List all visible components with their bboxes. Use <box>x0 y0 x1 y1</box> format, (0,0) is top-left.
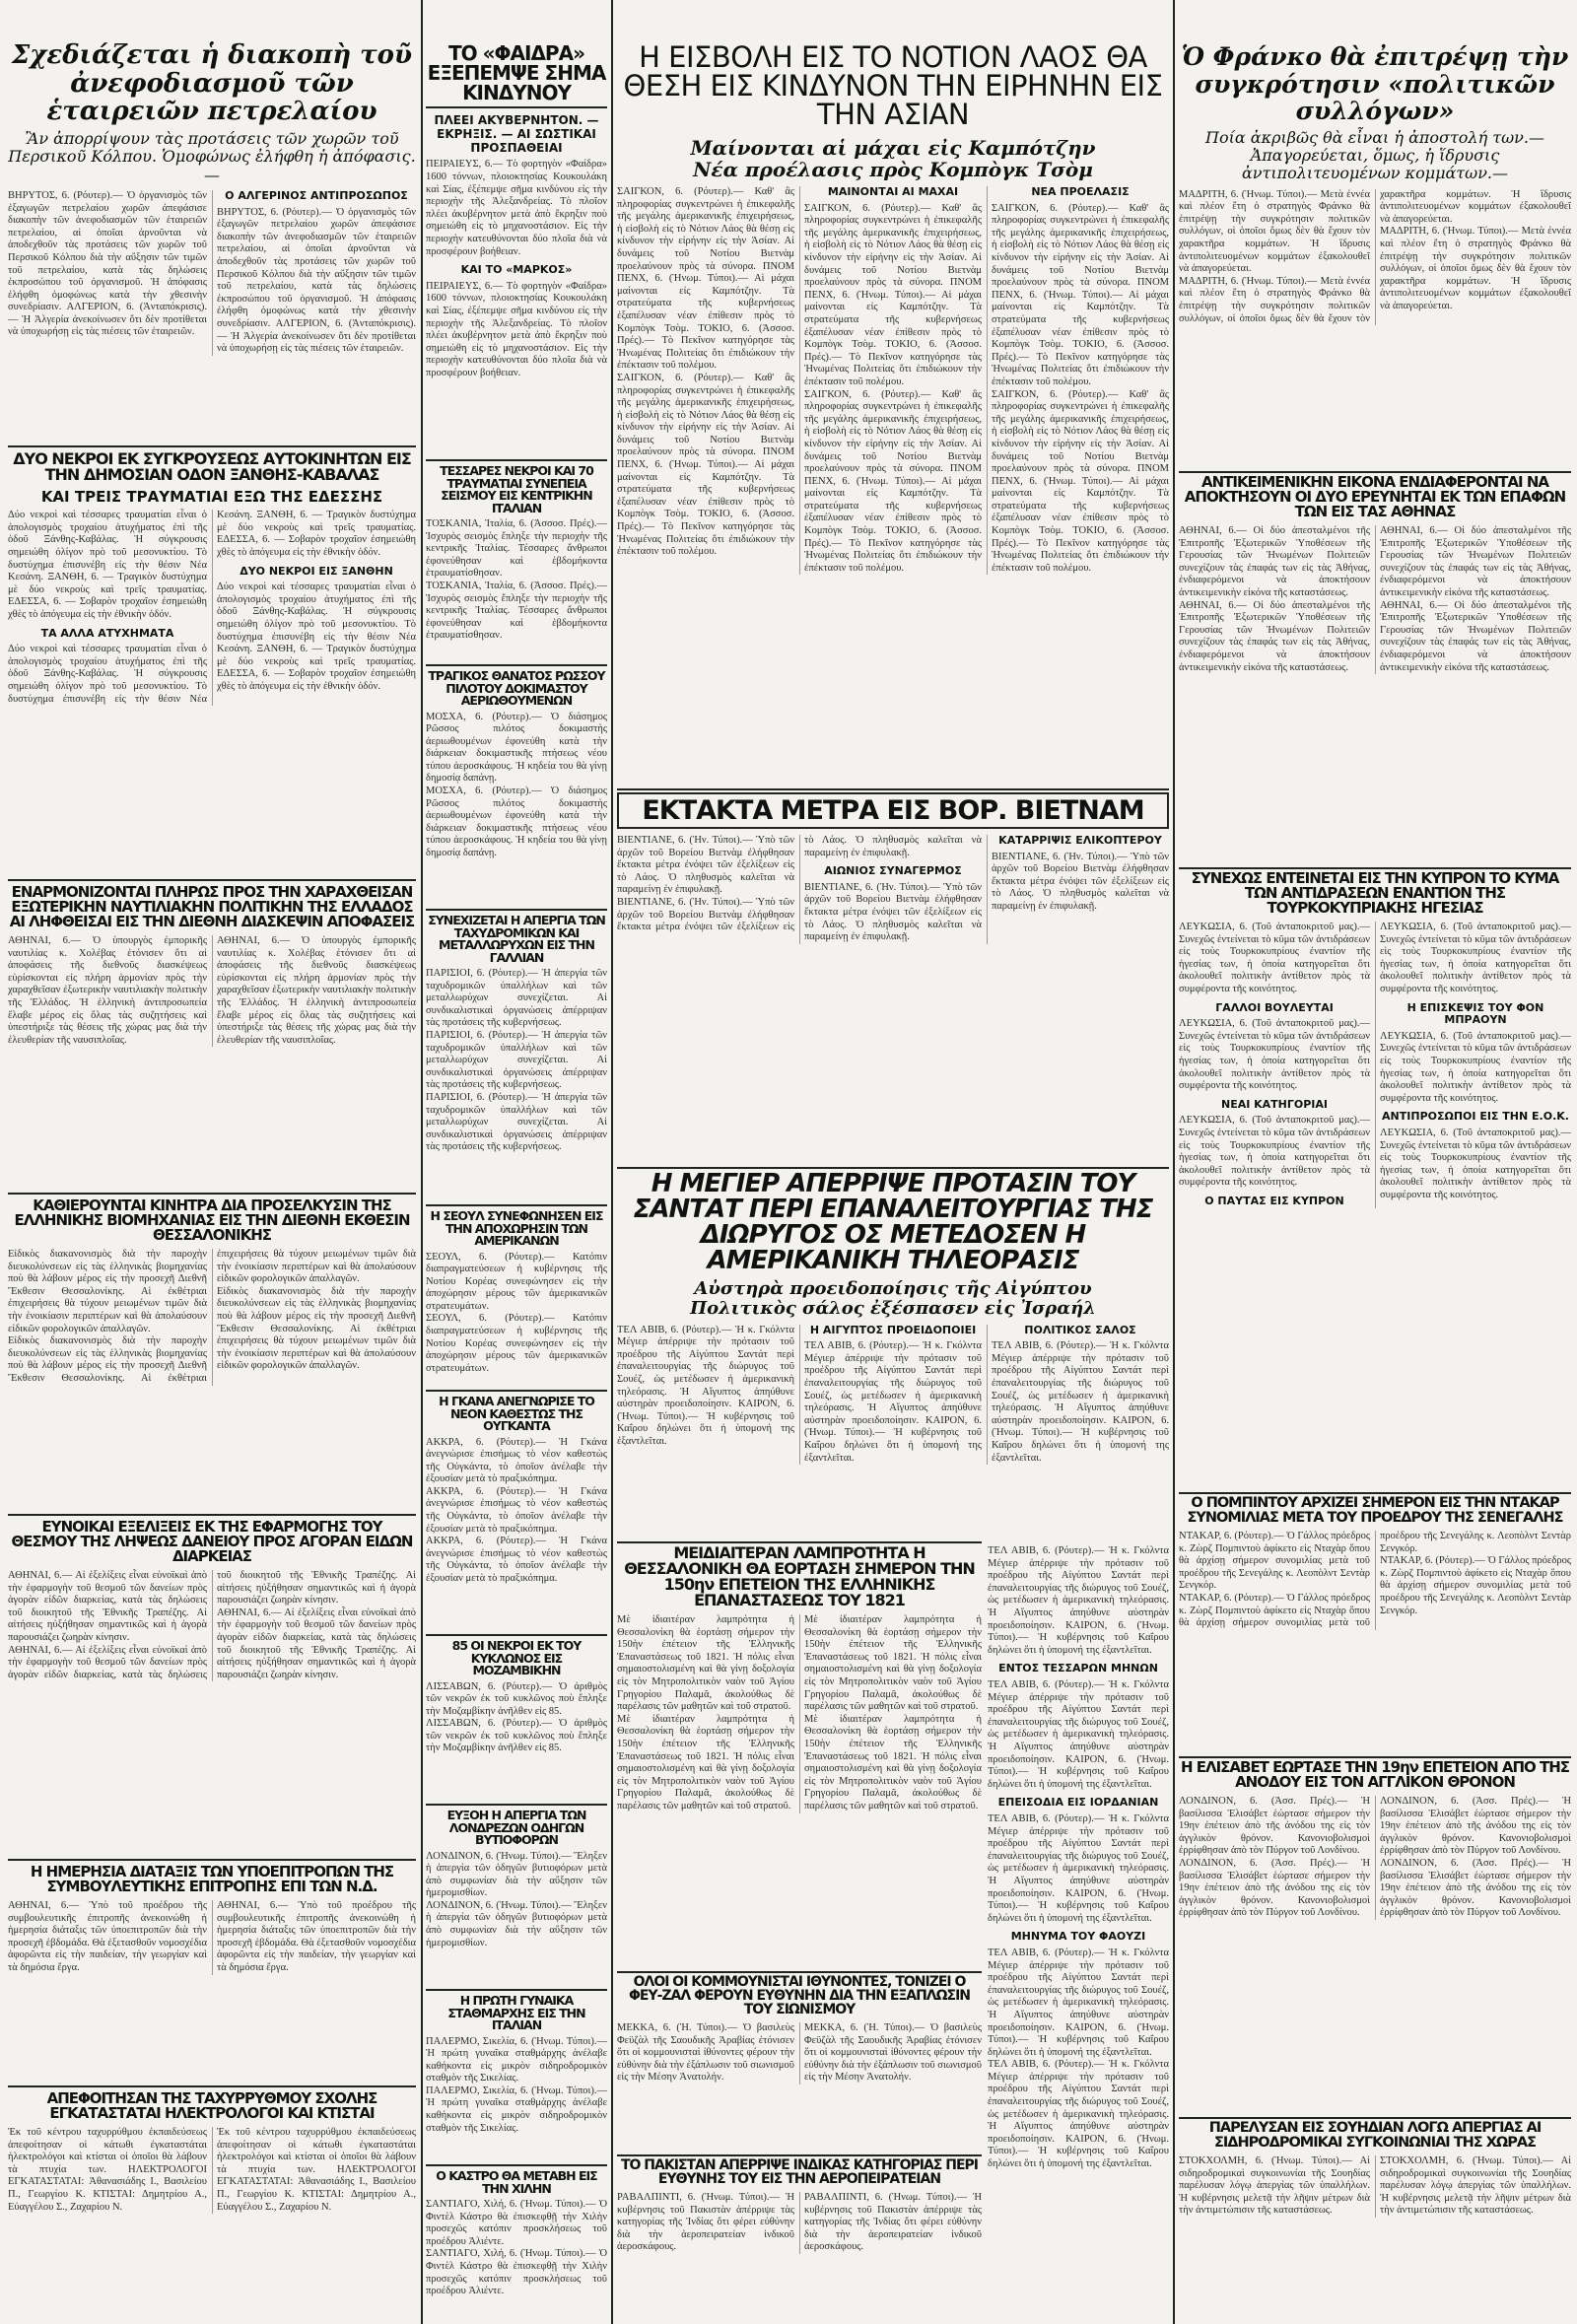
article-body: ΠΑΛΕΡΜΟ, Σικελία, 6. (Ἡνωμ. Τύποι).— Ἡ πρώτη γυναῖκα σταθμάρχης ἀνέλαβε καθήκοντα εἰς μικρὸν σιδηροδρομικὸν σταθμὸν τῆς Σικελίας. <box>426 2035 607 2085</box>
article-body: ΛΟΝΔΙΝΟΝ, 6. (Ἡνωμ. Τύποι).— Ἔληξεν ἡ ἀπεργία τῶν ὁδηγῶν βυτιοφόρων μετὰ ἀπὸ συμφωνίαν διὰ τὴν αὔξησιν τῶν ἡμερομισθίων. <box>426 1850 607 1899</box>
article-investigators <box>1179 475 1571 863</box>
article-strike-france <box>426 915 607 1202</box>
headline: ΑΝΤΙΚΕΙΜΕΝΙΚΗΝ ΕΙΚΟΝΑ ΕΝΔΙΑΦΕΡΟΝΤΑΙ ΝΑ ΑΠΟΚΤΗΣΟΥΝ ΟΙ ΔΥΟ ΕΡΕΥΝΗΤΑΙ ΕΚ ΤΩΝ ΕΠΑΦΩΝ ΤΩΝ ΕΙΣ ΤΑΣ ΑΘΗΝΑΣ <box>1184 475 1566 520</box>
article-graduates <box>8 2091 416 2324</box>
article-body: ΛΕΥΚΩΣΙΑ, 6. (Τοῦ ἀνταποκριτοῦ μας).— Συνεχῶς ἐντείνεται τὸ κῦμα τῶν ἀντιδράσεων εἰς τοὺς Τουρκοκυπρίους ἐναντίον τῆς ἡγεσίας των, ἡ ὁποία κατηγορεῖται ὅτι ἀκολουθεῖ πολιτικὴν ἀντίθετον πρὸς τὰ συμφέροντα τῆς κοινότητος. <box>1179 1018 1370 1092</box>
article-body: ΠΑΡΙΣΙΟΙ, 6. (Ρόυτερ).— Ἡ ἀπεργία τῶν ταχυδρομικῶν ὑπαλλήλων καὶ τῶν μεταλλωρύχων συνεχίζεται. Αἱ συνδικαλιστικαὶ ὀργανώσεις ἀπέρριψαν τὰς προτάσεις τῆς κυβερνήσεως. <box>426 1029 607 1091</box>
subheading: Ο ΑΛΓΕΡΙΝΟΣ ΑΝΤΙΠΡΟΣΩΠΟΣ <box>225 188 408 202</box>
article-body: ΠΑΡΙΣΙΟΙ, 6. (Ρόυτερ).— Ἡ ἀπεργία τῶν ταχυδρομικῶν ὑπαλλήλων καὶ τῶν μεταλλωρύχων συνεχίζεται. Αἱ συνδικαλιστικαὶ ὀργανώσεις ἀπέρριψαν τὰς προτάσεις τῆς κυβερνήσεως. <box>426 1091 607 1153</box>
subheading: ΠΟΛΙΤΙΚΟΣ ΣΑΛΟΣ <box>1024 1323 1136 1336</box>
article-body: Δύο νεκροὶ καὶ τέσσαρες τραυματίαι εἶναι ὁ ἀπολογισμὸς τροχαίου ἀτυχήματος ἐπὶ τῆς ὁδοῦ Ξάνθης-Καβάλας. Ἡ σύγκρουσις σημειώθη ὀλίγον πρὸ τοῦ μεσονυκτίου. Τὸ δυστύχημα ἐπισυνέβη εἰς τὴν θέσιν Νέα Κεσάνη. ΞΑΝΘΗ, 6. — Τραγικὸν δυστύχημα μὲ δύο νεκροὺς καὶ τρεῖς τραυματίας. ΕΔΕΣΣΑ, 6. — Σοβαρὸν τροχαῖον ἐσημειώθη χθὲς τὸ ἀπόγευμα εἰς τὴν ἐθνικὴν ὁδόν. <box>8 510 207 620</box>
article-body: ΛΟΝΔΙΝΟΝ, 6. (Ἀσσ. Πρές).— Ἡ βασίλισσα Ἐλισάβετ ἑώρτασε σήμερον τὴν 19ην ἐπέτειον ἀπὸ τῆς ἀνόδου της εἰς τὸν ἀγγλικὸν θρόνον. Κανονιοβολισμοὶ ἐρρίφθησαν ἀπὸ τὸν Πύργον τοῦ Λονδίνου. <box>1179 1857 1370 1919</box>
article-pilot <box>426 670 607 907</box>
article-body: ΛΕΥΚΩΣΙΑ, 6. (Τοῦ ἀνταποκριτοῦ μας).— Συνεχῶς ἐντείνεται τὸ κῦμα τῶν ἀντιδράσεων εἰς τοὺς Τουρκοκυπρίους ἐναντίον τῆς ἡγεσίας των, ἡ ὁποία κατηγορεῖται ὅτι ἀκολουθεῖ πολιτικὴν ἀντίθετον πρὸς τὰ συμφέροντα τῆς κοινότητος. <box>1380 1030 1571 1104</box>
article-london-drivers <box>426 1810 607 1987</box>
article-body: ΒΙΕΝΤΙΑΝΕ, 6. (Ἡν. Τύποι).— Ὑπὸ τῶν ἀρχῶν τοῦ Βορείου Βιετνὰμ ἐλήφθησαν ἔκτακτα μέτρα ἐνόψει τῶν ἐξελίξεων εἰς τὸ Λάος. Ὁ πληθυσμὸς καλεῖται νὰ παραμείνῃ ἐν ἐπιφυλακῇ. <box>617 835 794 896</box>
article-body: ΣΑΝΤΙΑΓΟ, Χιλή, 6. (Ἡνωμ. Τύποι).— Ὁ Φιντὲλ Κάστρο θὰ ἐπισκεφθῇ τὴν Χιλὴν προσεχῶς κατόπιν προσκλήσεως τοῦ προέδρου Ἀλιέντε. <box>426 2199 607 2247</box>
article-body: ΠΑΡΙΣΙΟΙ, 6. (Ρόυτερ).— Ἡ ἀπεργία τῶν ταχυδρομικῶν ὑπαλλήλων καὶ τῶν μεταλλωρύχων συνεχίζεται. Αἱ συνδικαλιστικαὶ ὀργανώσεις ἀπέρριψαν τὰς προτάσεις τῆς κυβερνήσεως. <box>426 968 607 1029</box>
article-body: ΝΤΑΚΑΡ, 6. (Ρόυτερ).— Ὁ Γάλλος πρόεδρος κ. Ζὼρζ Πομπιντοὺ ἀφίκετο εἰς Νταχὰρ ὅπου θὰ ἀρχίσῃ σήμερον συνομιλίας μετὰ τοῦ προέδρου τῆς Σενεγάλης κ. Λεοπὸλντ Σεντὰρ Σενγκόρ. <box>1179 1531 1370 1592</box>
headline: ΤΟ ΠΑΚΙΣΤΑΝ ΑΠΕΡΡΙΨΕ ΙΝΔΙΚΑΣ ΚΑΤΗΓΟΡΙΑΣ ΠΕΡΙ ΕΥΘΥΝΗΣ ΤΟΥ ΕΙΣ ΤΗΝ ΑΕΡΟΠΕΙΡΑΤΕΙΑΝ <box>620 2158 978 2187</box>
headline: ΜΕΙΔΙΑΙΤΕΡΑΝ ΛΑΜΠΡΟΤΗΤΑ Η ΘΕΣΣΑΛΟΝΙΚΗ ΘΑ ΕΟΡΤΑΣΗ ΣΗΜΕΡΟΝ ΤΗΝ 150ην ΕΠΕΤΕΙΟΝ ΤΗΣ ΕΛΛΗΝΙΚΗΣ ΕΠΑΝΑΣΤΑΣΕΩΣ ΤΟΥ 1821 <box>624 1545 975 1609</box>
article-body: ΑΚΚΡΑ, 6. (Ρόυτερ).— Ἡ Γκάνα ἀνεγνώρισε ἐπισήμως τὸ νέον καθεστὼς τῆς Οὐγκάντα, τὸ ὁποῖον ἀνέλαβε τὴν ἐξουσίαν μετὰ τὸ πραξικόπημα. <box>426 1536 607 1585</box>
article-body: ΤΕΛ ΑΒΙΒ, 6. (Ρόυτερ).— Ἡ κ. Γκόλντα Μέγιερ ἀπέρριψε τὴν πρότασιν τοῦ προέδρου τῆς Αἰγύπτου Σαντάτ περὶ ἐπαναλειτουργίας τῆς διώρυγος τοῦ Σουέζ, ὡς μετέδωσεν ἡ ἀμερικανικὴ τηλεόρασις. Ἡ Αἴγυπτος ἀπηύθυνε αὐστηρὰν προειδοποίησιν. ΚΑΙΡΟΝ, 6. (Ἡνωμ. Τύποι).— Ἡ κυβέρνησις τοῦ Καΐρου δηλώνει ὅτι ἡ ὑπομονή της ἐξαντλεῖται. <box>988 1812 1169 1924</box>
article-franco <box>1179 43 1571 469</box>
article-body: ΑΘΗΝΑΙ, 6.— Ὁ ὑπουργὸς ἐμπορικῆς ναυτιλίας κ. Χολέβας ἐτόνισεν ὅτι αἱ ἀποφάσεις τῆς διεθνοῦς διασκέψεως εὑρίσκονται εἰς πλήρη ἁρμονίαν πρὸς τὴν χαραχθεῖσαν ἐξωτερικὴν ναυτιλιακὴν πολιτικὴν τῆς Ἑλλάδος. Ἡ ἑλληνικὴ ἀντιπροσωπεία ἔλαβε μέρος εἰς ὅλας τὰς συζητήσεις καὶ ὑπεστήριξε τὰς θέσεις τῆς χώρας μας διὰ τὴν ἐλευθερίαν τῆς ναυσιπλοΐας. <box>217 935 416 1046</box>
article-body: ΑΘΗΝΑΙ, 6.— Ὑπὸ τοῦ προέδρου τῆς συμβουλευτικῆς ἐπιτροπῆς ἀνεκοινώθη ἡ ἡμερησία διάταξις τῶν ὑποεπιτροπῶν διὰ τὴν προσεχῆ ἑβδομάδα. Θὰ ἐξετασθοῦν νομοσχέδια ἀφορῶντα εἰς τὴν παιδείαν, τὴν γεωργίαν καὶ τὰ δημόσια ἔργα. <box>8 1900 207 1973</box>
column-rule <box>611 0 613 2324</box>
headline: ΣΥΝΕΧΙΖΕΤΑΙ Η ΑΠΕΡΓΙΑ ΤΩΝ ΤΑΧΥΔΡΟΜΙΚΩΝ ΚΑΙ ΜΕΤΑΛΛΩΡΥΧΩΝ ΕΙΣ ΤΗΝ ΓΑΛΛΙΑΝ <box>428 915 605 965</box>
article-body: Δύο νεκροὶ καὶ τέσσαρες τραυματίαι εἶναι ὁ ἀπολογισμὸς τροχαίου ἀτυχήματος ἐπὶ τῆς ὁδοῦ Ξάνθης-Καβάλας. Ἡ σύγκρουσις σημειώθη ὀλίγον πρὸ τοῦ μεσονυκτίου. Τὸ δυστύχημα ἐπισυνέβη εἰς τὴν θέσιν Νέα Κεσάνη. ΞΑΝΘΗ, 6. — Τραγικὸν δυστύχημα μὲ δύο νεκροὺς καὶ τρεῖς τραυματίας. ΕΔΕΣΣΑ, 6. — Σοβαρὸν τροχαῖον ἐσημειώθη χθὲς τὸ ἀπόγευμα εἰς τὴν ἐθνικὴν ὁδόν. <box>217 581 416 693</box>
subheading: ΝΕΑ ΠΡΟΕΛΑΣΙΣ <box>1031 185 1130 198</box>
article-body: Μὲ ἰδιαιτέραν λαμπρότητα ἡ Θεσσαλονίκη θὰ ἑορτάσῃ σήμερον τὴν 150ὴν ἐπέτειον τῆς Ἑλληνικῆς Ἐπαναστάσεως τοῦ 1821. Ἡ πόλις εἶναι σημαιοστολισμένη καὶ θὰ γίνῃ δοξολογία εἰς τὸν Μητροπολιτικὸν ναὸν τοῦ Ἁγίου Γρηγορίου Παλαμᾶ, ἀκολούθως δὲ παρέλασις τῶν μαθητῶν καὶ τοῦ στρατοῦ. <box>617 1614 794 1713</box>
article-stationmaster <box>426 1995 607 2162</box>
article-body: ΛΕΥΚΩΣΙΑ, 6. (Τοῦ ἀνταποκριτοῦ μας).— Συνεχῶς ἐντείνεται τὸ κῦμα τῶν ἀντιδράσεων εἰς τοὺς Τουρκοκυπρίους ἐναντίον τῆς ἡγεσίας των, ἡ ὁποία κατηγορεῖται ὅτι ἀκολουθεῖ πολιτικὴν ἀντίθετον πρὸς τὰ συμφέροντα τῆς κοινότητος. <box>1380 922 1571 994</box>
dek: Μαίνονται αἱ μάχαι εἰς Καμπότζην <box>690 136 1096 160</box>
article-body: ΤΕΛ ΑΒΙΒ, 6. (Ρόυτερ).— Ἡ κ. Γκόλντα Μέγιερ ἀπέρριψε τὴν πρότασιν τοῦ προέδρου τῆς Αἰγύπτου Σαντάτ περὶ ἐπαναλειτουργίας τῆς διώρυγος τοῦ Σουέζ, ὡς μετέδωσεν ἡ ἀμερικανικὴ τηλεόρασις. Ἡ Αἴγυπτος ἀπηύθυνε αὐστηρὰν προειδοποίησιν. ΚΑΙΡΟΝ, 6. (Ἡνωμ. Τύποι).— Ἡ κυβέρνησις τοῦ Καΐρου δηλώνει ὅτι ἡ ὑπομονή της ἐξαντλεῖται. <box>988 1947 1169 2058</box>
article-car-crash <box>8 451 416 877</box>
article-body: ΣΑΙΓΚΟΝ, 6. (Ρόυτερ).— Καθ' ἃς πληροφορίας συγκεντρώνει ἡ ἐπικεφαλῆς τῆς μεγάλης ἀμερικανικῆς ἐπιχειρήσεως, ἡ εἰσβολὴ εἰς τὸ Νότιον Λάος θὰ θέσῃ εἰς κίνδυνον τὴν εἰρήνην εἰς τὴν Ἀσίαν. Αἱ δυνάμεις τοῦ Νοτίου Βιετνὰμ προελαύνουν πρὸς τὰ σύνορα. ΠΝΟΜ ΠΕΝΧ, 6. (Ἡνωμ. Τύποι).— Αἱ μάχαι μαίνονται εἰς Καμπότζην. Τὰ στρατεύματα τῆς κυβερνήσεως ἐξαπέλυσαν νέαν ἐπίθεσιν πρὸς τὸ Κομπὸγκ Τσὸμ. ΤΟΚΙΟ, 6. (Ἀσσοσ. Πρές).— Τὸ Πεκῖνον κατηγόρησε τὰς Ἡνωμένας Πολιτείας ὅτι ἐπιδιώκουν τὴν ἐπέκτασιν τοῦ πολέμου. <box>804 202 982 387</box>
article-body: Μὲ ἰδιαιτέραν λαμπρότητα ἡ Θεσσαλονίκη θὰ ἑορτάσῃ σήμερον τὴν 150ὴν ἐπέτειον τῆς Ἑλληνικῆς Ἐπαναστάσεως τοῦ 1821. Ἡ πόλις εἶναι σημαιοστολισμένη καὶ θὰ γίνῃ δοξολογία εἰς τὸν Μητροπολιτικὸν ναὸν τοῦ Ἁγίου Γρηγορίου Παλαμᾶ, ἀκολούθως δὲ παρέλασις τῶν μαθητῶν καὶ τοῦ στρατοῦ. <box>617 1713 794 1811</box>
article-body: ΤΕΛ ΑΒΙΒ, 6. (Ρόυτερ).— Ἡ κ. Γκόλντα Μέγιερ ἀπέρριψε τὴν πρότασιν τοῦ προέδρου τῆς Αἰγύπτου Σαντάτ περὶ ἐπαναλειτουργίας τῆς διώρυγος τοῦ Σουέζ, ὡς μετέδωσεν ἡ ἀμερικανικὴ τηλεόρασις. Ἡ Αἴγυπτος ἀπηύθυνε αὐστηρὰν προειδοποίησιν. ΚΑΙΡΟΝ, 6. (Ἡνωμ. Τύποι).— Ἡ κυβέρνησις τοῦ Καΐρου δηλώνει ὅτι ἡ ὑπομονή της ἐξαντλεῖται. <box>992 1340 1169 1464</box>
article-seoul <box>426 1210 607 1388</box>
article-body: ΣΑΙΓΚΟΝ, 6. (Ρόυτερ).— Καθ' ἃς πληροφορίας συγκεντρώνει ἡ ἐπικεφαλῆς τῆς μεγάλης ἀμερικανικῆς ἐπιχειρήσεως, ἡ εἰσβολὴ εἰς τὸ Νότιον Λάος θὰ θέσῃ εἰς κίνδυνον τὴν εἰρήνην εἰς τὴν Ἀσίαν. Αἱ δυνάμεις τοῦ Νοτίου Βιετνὰμ προελαύνουν πρὸς τὰ σύνορα. ΠΝΟΜ ΠΕΝΧ, 6. (Ἡνωμ. Τύποι).— Αἱ μάχαι μαίνονται εἰς Καμπότζην. Τὰ στρατεύματα τῆς κυβερνήσεως ἐξαπέλυσαν νέαν ἐπίθεσιν πρὸς τὸ Κομπὸγκ Τσὸμ. ΤΟΚΙΟ, 6. (Ἀσσοσ. Πρές).— Τὸ Πεκῖνον κατηγόρησε τὰς Ἡνωμένας Πολιτείας ὅτι ἐπιδιώκουν τὴν ἐπέκτασιν τοῦ πολέμου. <box>992 202 1169 387</box>
headline: ΕΝΑΡΜΟΝΙΖΟΝΤΑΙ ΠΛΗΡΩΣ ΠΡΟΣ ΤΗΝ ΧΑΡΑΧΘΕΙΣΑΝ ΕΞΩΤΕΡΙΚΗΝ ΝΑΥΤΙΛΙΑΚΗΝ ΠΟΛΙΤΙΚΗΝ ΤΗΣ ΕΛΛΑΔΟΣ ΑΙ ΛΗΦΘΕΙΣΑΙ ΕΙΣ ΤΗΝ ΔΙΕΘΝΗ ΔΙΑΣΚΕΨΙΝ ΑΠΟΦΑΣΕΙΣ <box>9 885 415 930</box>
dek: Αὐστηρὰ προειδοποίησις τῆς Αἰγύπτου <box>694 1278 1092 1299</box>
article-body: ΤΕΛ ΑΒΙΒ, 6. (Ρόυτερ).— Ἡ κ. Γκόλντα Μέγιερ ἀπέρριψε τὴν πρότασιν τοῦ προέδρου τῆς Αἰγύπτου Σαντάτ περὶ ἐπαναλειτουργίας τῆς διώρυγος τοῦ Σουέζ, ὡς μετέδωσεν ἡ ἀμερικανικὴ τηλεόρασις. Ἡ Αἴγυπτος ἀπηύθυνε αὐστηρὰν προειδοποίησιν. ΚΑΙΡΟΝ, 6. (Ἡνωμ. Τύποι).— Ἡ κυβέρνησις τοῦ Καΐρου δηλώνει ὅτι ἡ ὑπομονή της ἐξαντλεῖται. <box>804 1340 982 1464</box>
article-faidra <box>426 43 607 457</box>
article-body: ΜΟΣΧΑ, 6. (Ρόυτερ).— Ὁ διάσημος Ρῶσσος πιλότος δοκιμαστὴς ἀεριωθουμένων ἐφονεύθη κατὰ τὴν διάρκειαν δοκιμαστικῆς πτήσεως νέου τύπου ἀεροσκάφους. Ἡ κηδεία του θὰ γίνῃ δημοσίᾳ δαπάνῃ. <box>426 711 607 785</box>
article-body: ΤΟΣΚΑΝΙΑ, Ἰταλία, 6. (Ἀσσοσ. Πρές).— Ἰσχυρὸς σεισμὸς ἔπληξε τὴν περιοχὴν τῆς κεντρικῆς Ἰταλίας. Τέσσαρες ἄνθρωποι ἐφονεύθησαν καὶ ἑβδομήκοντα ἐτραυματίσθησαν. <box>426 580 607 642</box>
subheading: ΤΑ ΑΛΛΑ ΑΤΥΧΗΜΑΤΑ <box>40 626 174 640</box>
article-agenda <box>8 1865 416 2084</box>
headline: Η ΜΕΓΙΕΡ ΑΠΕΡΡΙΨΕ ΠΡΟΤΑΣΙΝ ΤΟΥ ΣΑΝΤΑΤ ΠΕΡΙ ΕΠΑΝΑΛΕΙΤΟΥΡΓΙΑΣ ΤΗΣ ΔΙΩΡΥΓΟΣ ΟΣ ΜΕΤΕΔΟΣΕΝ Η ΑΜΕΡΙΚΑΝΙΚΗ ΤΗΛΕΟΡΑΣΙΣ <box>633 1171 1153 1275</box>
article-body: ΡΑΒΑΛΠΙΝΤΙ, 6. (Ἡνωμ. Τύποι).— Ἡ κυβέρνησις τοῦ Πακιστὰν ἀπέρριψε τὰς κατηγορίας τῆς Ἰνδίας ὅτι φέρει εὐθύνην διὰ τὴν ἀεροπειρατείαν ἰνδικοῦ ἀεροσκάφους. <box>804 2192 982 2253</box>
article-body: ΛΟΝΔΙΝΟΝ, 6. (Ἀσσ. Πρές).— Ἡ βασίλισσα Ἐλισάβετ ἑώρτασε σήμερον τὴν 19ην ἐπέτειον ἀπὸ τῆς ἀνόδου της εἰς τὸν ἀγγλικὸν θρόνον. Κανονιοβολισμοὶ ἐρρίφθησαν ἀπὸ τὸν Πύργον τοῦ Λονδίνου. <box>1179 1796 1370 1857</box>
column-rule <box>1173 0 1175 2324</box>
article-body: ΠΑΛΕΡΜΟ, Σικελία, 6. (Ἡνωμ. Τύποι).— Ἡ πρώτη γυναῖκα σταθμάρχης ἀνέλαβε καθήκοντα εἰς μικρὸν σιδηροδρομικὸν σταθμὸν τῆς Σικελίας. <box>426 2085 607 2134</box>
article-body: ΤΕΛ ΑΒΙΒ, 6. (Ρόυτερ).— Ἡ κ. Γκόλντα Μέγιερ ἀπέρριψε τὴν πρότασιν τοῦ προέδρου τῆς Αἰγύπτου Σαντάτ περὶ ἐπαναλειτουργίας τῆς διώρυγος τοῦ Σουέζ, ὡς μετέδωσεν ἡ ἀμερικανικὴ τηλεόρασις. Ἡ Αἴγυπτος ἀπηύθυνε αὐστηρὰν προειδοποίησιν. ΚΑΙΡΟΝ, 6. (Ἡνωμ. Τύποι).— Ἡ κυβέρνησις τοῦ Καΐρου δηλώνει ὅτι ἡ ὑπομονή της ἐξαντλεῖται. <box>988 1678 1169 1790</box>
article-body: ΠΕΙΡΑΙΕΥΣ, 6.— Τὸ φορτηγὸν «Φαίδρα» 1600 τόννων, πλοιοκτησίας Κουκουλάκη καὶ Σίας, ἐξέπεμψε σῆμα κινδύνου εἰς τὴν περιοχὴν τῆς Ἀλεξανδρείας. Τὸ πλοῖον πλέει ἀκυβέρνητον μετὰ ἀπὸ ἔκρηξιν ποὺ σημειώθη εἰς τὸ μηχανοστάσιον. Εἰς τὴν περιοχὴν κατευθύνονται δύο πλοῖα διὰ νὰ προσφέρουν βοήθειαν. <box>426 159 607 257</box>
article-shipping <box>8 885 416 1191</box>
article-earthquake <box>426 465 607 662</box>
article-body: ΤΕΛ ΑΒΙΒ, 6. (Ρόυτερ).— Ἡ κ. Γκόλντα Μέγιερ ἀπέρριψε τὴν πρότασιν τοῦ προέδρου τῆς Αἰγύπτου Σαντάτ περὶ ἐπαναλειτουργίας τῆς διώρυγος τοῦ Σουέζ, ὡς μετέδωσεν ἡ ἀμερικανικὴ τηλεόρασις. Ἡ Αἴγυπτος ἀπηύθυνε αὐστηρὰν προειδοποίησιν. ΚΑΙΡΟΝ, 6. (Ἡνωμ. Τύποι).— Ἡ κυβέρνησις τοῦ Καΐρου δηλώνει ὅτι ἡ ὑπομονή της ἐξαντλεῖται. <box>988 2059 1169 2170</box>
headline: ΤΕΣΣΑΡΕΣ ΝΕΚΡΟΙ ΚΑΙ 70 ΤΡΑΥΜΑΤΙΑΙ ΣΥΝΕΠΕΙΑ ΣΕΙΣΜΟΥ ΕΙΣ ΚΕΝΤΡΙΚΗΝ ΙΤΑΛΙΑΝ <box>440 465 593 515</box>
column-rule <box>421 0 423 2324</box>
article-body: ΒΙΕΝΤΙΑΝΕ, 6. (Ἡν. Τύποι).— Ὑπὸ τῶν ἀρχῶν τοῦ Βορείου Βιετνὰμ ἐλήφθησαν ἔκτακτα μέτρα ἐνόψει τῶν ἐξελίξεων εἰς τὸ Λάος. Ὁ πληθυσμὸς καλεῖται νὰ παραμείνῃ ἐν ἐπιφυλακῇ. <box>617 835 982 933</box>
article-body: ΣΑΙΓΚΟΝ, 6. (Ρόυτερ).— Καθ' ἃς πληροφορίας συγκεντρώνει ἡ ἐπικεφαλῆς τῆς μεγάλης ἀμερικανικῆς ἐπιχειρήσεως, ἡ εἰσβολὴ εἰς τὸ Νότιον Λάος θὰ θέσῃ εἰς κίνδυνον τὴν εἰρήνην εἰς τὴν Ἀσίαν. Αἱ δυνάμεις τοῦ Νοτίου Βιετνὰμ προελαύνουν πρὸς τὰ σύνορα. ΠΝΟΜ ΠΕΝΧ, 6. (Ἡνωμ. Τύποι).— Αἱ μάχαι μαίνονται εἰς Καμπότζην. Τὰ στρατεύματα τῆς κυβερνήσεως ἐξαπέλυσαν νέαν ἐπίθεσιν πρὸς τὸ Κομπὸγκ Τσὸμ. ΤΟΚΙΟ, 6. (Ἀσσοσ. Πρές).— Τὸ Πεκῖνον κατηγόρησε τὰς Ἡνωμένας Πολιτείας ὅτι ἐπιδιώκουν τὴν ἐπέκτασιν τοῦ πολέμου. <box>617 372 794 558</box>
article-body: ΣΑΙΓΚΟΝ, 6. (Ρόυτερ).— Καθ' ἃς πληροφορίας συγκεντρώνει ἡ ἐπικεφαλῆς τῆς μεγάλης ἀμερικανικῆς ἐπιχειρήσεως, ἡ εἰσβολὴ εἰς τὸ Νότιον Λάος θὰ θέσῃ εἰς κίνδυνον τὴν εἰρήνην εἰς τὴν Ἀσίαν. Αἱ δυνάμεις τοῦ Νοτίου Βιετνὰμ προελαύνουν πρὸς τὰ σύνορα. ΠΝΟΜ ΠΕΝΧ, 6. (Ἡνωμ. Τύποι).— Αἱ μάχαι μαίνονται εἰς Καμπότζην. Τὰ στρατεύματα τῆς κυβερνήσεως ἐξαπέλυσαν νέαν ἐπίθεσιν πρὸς τὸ Κομπὸγκ Τσὸμ. ΤΟΚΙΟ, 6. (Ἀσσοσ. Πρές).— Τὸ Πεκῖνον κατηγόρησε τὰς Ἡνωμένας Πολιτείας ὅτι ἐπιδιώκουν τὴν ἐπέκτασιν τοῦ πολέμου. <box>804 388 982 574</box>
article-body: Ἐκ τοῦ κέντρου ταχυρρύθμου ἐκπαιδεύσεως ἀπεφοίτησαν οἱ κάτωθι ἐγκαταστάται ἠλεκτρολόγοι καὶ κτίσται οἱ ὁποῖοι θὰ λάβουν τὰ πτυχία των. ΗΛΕΚΤΡΟΛΟΓΟΙ ΕΓΚΑΤΑΣΤΑΤΑΙ: Ἀθανασιάδης Ι., Βασιλείου Π., Γεωργίου Κ. ΚΤΙΣΤΑΙ: Δημητρίου Α., Εὐαγγέλου Σ., Ζαχαρίου Ν. <box>217 2127 416 2213</box>
headline: ΤΟ «ΦΑΙΔΡΑ» ΕΞΕΠΕΜΨΕ ΣΗΜΑ ΚΙΝΔΥΝΟΥ <box>427 43 606 104</box>
subheading: ΚΑΤΑΡΡΙΨΙΣ ΕΛΙΚΟΠΤΕΡΟΥ <box>998 834 1162 847</box>
subheading: ΠΛΕΕΙ ΑΚΥΒΕΡΝΗΤΟΝ. — ΕΚΡΗΞΙΣ. — ΑΙ ΣΩΣΤΙΚΑΙ ΠΡΟΣΠΑΘΕΙΑΙ <box>434 113 599 155</box>
article-body: ΛΙΣΣΑΒΩΝ, 6. (Ρόυτερ).— Ὁ ἀριθμὸς τῶν νεκρῶν ἐκ τοῦ κυκλῶνος ποὺ ἔπληξε τὴν Μοζαμβίκην ἀνῆλθεν εἰς 85. <box>426 1680 607 1717</box>
dek: Πολιτικὸς σάλος ἐξέσπασεν εἰς Ἰσραήλ <box>690 1297 1096 1319</box>
headline: Η ΣΕΟΥΛ ΣΥΝΕΦΩΝΗΣΕΝ ΕΙΣ ΤΗΝ ΑΠΟΧΩΡΗΣΙΝ ΤΩΝ ΑΜΕΡΙΚΑΝΩΝ <box>430 1210 603 1248</box>
subheading: ΑΝΤΙΠΡΟΣΩΠΟΙ ΕΙΣ ΤΗΝ Ε.Ο.Κ. <box>1382 1110 1569 1124</box>
headline: ΕΥΞΟΗ Η ΑΠΕΡΓΙΑ ΤΩΝ ΛΟΝΔΡΕΖΩΝ ΟΔΗΓΩΝ ΒΥΤΙΟΦΟΡΩΝ <box>446 1810 586 1847</box>
article-body: ΑΘΗΝΑΙ, 6.— Οἱ δύο ἀπεσταλμένοι τῆς Ἐπιτροπῆς Ἐξωτερικῶν Ὑποθέσεων τῆς Γερουσίας τῶν Ἡνωμένων Πολιτειῶν συνεχίζουν τὰς ἐπαφάς των εἰς τὰς Ἀθήνας, ἐνδιαφερόμενοι νὰ ἀποκτήσουν ἀντικειμενικὴν εἰκόνα τῆς καταστάσεως. <box>1380 525 1571 598</box>
headline: ΔΥΟ ΝΕΚΡΟΙ ΕΚ ΣΥΓΚΡΟΥΣΕΩΣ ΑΥΤΟΚΙΝΗΤΩΝ ΕΙΣ ΤΗΝ ΔΗΜΟΣΙΑΝ ΟΔΟΝ ΞΑΝΘΗΣ-ΚΑΒΑΛΑΣ <box>13 451 411 484</box>
article-body: ΝΤΑΚΑΡ, 6. (Ρόυτερ).— Ὁ Γάλλος πρόεδρος κ. Ζὼρζ Πομπιντοὺ ἀφίκετο εἰς Νταχὰρ ὅπου θὰ ἀρχίσῃ σήμερον συνομιλίας μετὰ τοῦ προέδρου τῆς Σενεγάλης κ. Λεοπὸλντ Σεντὰρ Σενγκόρ. <box>1380 1555 1571 1616</box>
article-body: ΒΗΡΥΤΟΣ, 6. (Ρόυτερ).— Ὁ ὀργανισμὸς τῶν ἐξαγωγῶν πετρελαίου χωρῶν ἀπεφάσισε διακοπὴν τῶν ἀνεφοδιασμῶν τῶν ἑταιρειῶν πετρελαίου, αἱ ὁποῖαι ἀρνοῦνται νὰ ἀποδεχθοῦν τὰς προτάσεις τῶν χωρῶν τοῦ Περσικοῦ Κόλπου διὰ τὴν αὔξησιν τῶν τιμῶν τοῦ πετρελαίου, κατὰ τὰς δηλώσεις ἐκπροσώπου τοῦ ὀργανισμοῦ. Ἡ ἀπόφασις ἐλήφθη ὁμοφώνως κατὰ τὴν χθεσινὴν συνεδρίασιν. ΑΛΓΕΡΙΟΝ, 6. (Ἀνταπόκρισις).— Ἡ Ἀλγερία ἀνεκοίνωσεν ὅτι δὲν προτίθεται νὰ ὑποχωρήσῃ εἰς τὰς πιέσεις τῶν ἑταιρειῶν. <box>217 206 416 355</box>
headline: ΕΥΝΟΙΚΑΙ ΕΞΕΛΙΞΕΙΣ ΕΚ ΤΗΣ ΕΦΑΡΜΟΓΗΣ ΤΟΥ ΘΕΣΜΟΥ ΤΗΣ ΛΗΨΕΩΣ ΔΑΝΕΙΟΥ ΠΡΟΣ ΑΓΟΡΑΝ ΕΙΔΩΝ ΔΙΑΡΚΕΙΑΣ <box>11 1520 413 1565</box>
subheading: ΚΑΙ ΤΟ «ΜΑΡΚΟΣ» <box>460 263 573 277</box>
article-thessaloniki <box>617 1545 982 1969</box>
subheading: Η ΕΠΙΣΚΕΨΙΣ ΤΟΥ ΦΟΝ ΜΠΡΑΟΥΝ <box>1406 1000 1544 1027</box>
headline: ΟΛΟΙ ΟΙ ΚΟΜΜΟΥΝΙΣΤΑΙ ΙΘΥΝΟΝΤΕΣ, ΤΟΝΙΖΕΙ Ο ΦΕΥ-ΖΑΛ ΦΕΡΟΥΝ ΕΥΘΥΝΗΝ ΔΙΑ ΤΗΝ ΕΞΑΠΛΩΣΙΝ ΤΟΥ ΣΙΩΝΙΣΜΟΥ <box>628 1975 971 2017</box>
subheading: ΝΕΑΙ ΚΑΤΗΓΟΡΙΑΙ <box>1220 1097 1329 1111</box>
article-loans <box>8 1520 416 1857</box>
article-body: ΑΘΗΝΑΙ, 6.— Οἱ δύο ἀπεσταλμένοι τῆς Ἐπιτροπῆς Ἐξωτερικῶν Ὑποθέσεων τῆς Γερουσίας τῶν Ἡνωμένων Πολιτειῶν συνεχίζουν τὰς ἐπαφάς των εἰς τὰς Ἀθήνας, ἐνδιαφερόμενοι νὰ ἀποκτήσουν ἀντικειμενικὴν εἰκόνα τῆς καταστάσεως. <box>1380 599 1571 673</box>
headline: Η ΕΙΣΒΟΛΗ ΕΙΣ ΤΟ ΝΟΤΙΟΝ ΛΑΟΣ ΘΑ ΘΕΣΗ ΕΙΣ ΚΙΝΔΥΝΟΝ ΤΗΝ ΕΙΡΗΝΗΝ ΕΙΣ ΤΗΝ ΑΣΙΑΝ <box>623 43 1163 131</box>
article-body: ΡΑΒΑΛΠΙΝΤΙ, 6. (Ἡνωμ. Τύποι).— Ἡ κυβέρνησις τοῦ Πακιστὰν ἀπέρριψε τὰς κατηγορίας τῆς Ἰνδίας ὅτι φέρει εὐθύνην διὰ τὴν ἀεροπειρατείαν ἰνδικοῦ ἀεροσκάφους. <box>617 2192 794 2253</box>
article-body: ΑΘΗΝΑΙ, 6.— Ὑπὸ τοῦ προέδρου τῆς συμβουλευτικῆς ἐπιτροπῆς ἀνεκοινώθη ἡ ἡμερησία διάταξις τῶν ὑποεπιτροπῶν διὰ τὴν προσεχῆ ἑβδομάδα. Θὰ ἐξετασθοῦν νομοσχέδια ἀφορῶντα εἰς τὴν παιδείαν, τὴν γεωργίαν καὶ τὰ δημόσια ἔργα. <box>217 1900 416 1973</box>
headline: Ὁ Φράνκο θὰ ἐπιτρέψῃ τὴν συγκρότησιν «πολιτικῶν συλλόγων» <box>1181 43 1569 125</box>
article-body: ΣΑΝΤΙΑΓΟ, Χιλή, 6. (Ἡνωμ. Τύποι).— Ὁ Φιντὲλ Κάστρο θὰ ἐπισκεφθῇ τὴν Χιλὴν προσεχῶς κατόπιν προσκλήσεως τοῦ προέδρου Ἀλιέντε. <box>426 2248 607 2297</box>
headline: ΑΠΕΦΟΙΤΗΣΑΝ ΤΗΣ ΤΑΧΥΡΡΥΘΜΟΥ ΣΧΟΛΗΣ ΕΓΚΑΤΑΣΤΑΤΑΙ ΗΛΕΚΤΡΟΛΟΓΟΙ ΚΑΙ ΚΤΙΣΤΑΙ <box>46 2091 377 2122</box>
article-body: Δύο νεκροὶ καὶ τέσσαρες τραυματίαι εἶναι ὁ ἀπολογισμὸς τροχαίου ἀτυχήματος ἐπὶ τῆς ὁδοῦ Ξάνθης-Καβάλας. Ἡ σύγκρουσις σημειώθη ὀλίγον πρὸ τοῦ μεσονυκτίου. Τὸ δυστύχημα ἐπισυνέβη εἰς τὴν θέσιν Νέα Κεσάνη. ΞΑΝΘΗ, 6. — Τραγικὸν δυστύχημα μὲ δύο νεκροὺς καὶ τρεῖς τραυματίας. ΕΔΕΣΣΑ, 6. — Σοβαρὸν τροχαῖον ἐσημειώθη χθὲς τὸ ἀπόγευμα εἰς τὴν ἐθνικὴν ὁδόν. <box>8 510 416 705</box>
article-body: ΑΚΚΡΑ, 6. (Ρόυτερ).— Ἡ Γκάνα ἀνεγνώρισε ἐπισήμως τὸ νέον καθεστὼς τῆς Οὐγκάντα, τὸ ὁποῖον ἀνέλαβε τὴν ἐξουσίαν μετὰ τὸ πραξικόπημα. <box>426 1485 607 1535</box>
article-body: ΜΑΔΡΙΤΗ, 6. (Ἡνωμ. Τύποι).— Μετὰ ἐννέα καὶ πλέον ἔτη ὁ στρατηγὸς Φράνκο θὰ ἐπιτρέψῃ τὴν συγκρότησιν πολιτικῶν συλλόγων, οἱ ὁποῖοι ὅμως δὲν θὰ ἔχουν τὸν χαρακτῆρα κομμάτων. Ἡ ἵδρυσις ἀντιπολιτευομένων κομμάτων ἐξακολουθεῖ νὰ ἀπαγορεύεται. <box>1380 226 1571 312</box>
article-body: ΛΕΥΚΩΣΙΑ, 6. (Τοῦ ἀνταποκριτοῦ μας).— Συνεχῶς ἐντείνεται τὸ κῦμα τῶν ἀντιδράσεων εἰς τοὺς Τουρκοκυπρίους ἐναντίον τῆς ἡγεσίας των, ἡ ὁποία κατηγορεῖται ὅτι ἀκολουθεῖ πολιτικὴν ἀντίθετον πρὸς τὰ συμφέροντα τῆς κοινότητος. <box>1179 922 1370 994</box>
article-body: ΒΙΕΝΤΙΑΝΕ, 6. (Ἡν. Τύποι).— Ὑπὸ τῶν ἀρχῶν τοῦ Βορείου Βιετνὰμ ἐλήφθησαν ἔκτακτα μέτρα ἐνόψει τῶν ἐξελίξεων εἰς τὸ Λάος. Ὁ πληθυσμὸς καλεῖται νὰ παραμείνῃ ἐν ἐπιφυλακῇ. <box>992 851 1169 913</box>
article-oil <box>8 0 416 444</box>
article-elizabeth <box>1179 1760 1571 2115</box>
article-north-vietnam <box>617 792 1169 1163</box>
article-body: ΑΘΗΝΑΙ, 6.— Αἱ ἐξελίξεις εἶναι εὐνοϊκαὶ ἀπὸ τὴν ἐφαρμογὴν τοῦ θεσμοῦ τῶν δανείων πρὸς ἀγορὰν εἰδῶν διαρκείας, κατὰ τὰς δηλώσεις τοῦ διοικητοῦ τῆς Ἐθνικῆς Τραπέζης. Αἱ αἰτήσεις ηὐξήθησαν σημαντικῶς καὶ ἡ ἀγορὰ παρουσιάζει ζωηρὰν κίνησιν. <box>8 1570 416 1680</box>
article-body: ΑΘΗΝΑΙ, 6.— Ὁ ὑπουργὸς ἐμπορικῆς ναυτιλίας κ. Χολέβας ἐτόνισεν ὅτι αἱ ἀποφάσεις τῆς διεθνοῦς διασκέψεως εὑρίσκονται εἰς πλήρη ἁρμονίαν πρὸς τὴν χαραχθεῖσαν ἐξωτερικὴν ναυτιλιακὴν πολιτικὴν τῆς Ἑλλάδος. Ἡ ἑλληνικὴ ἀντιπροσωπεία ἔλαβε μέρος εἰς ὅλας τὰς συζητήσεις καὶ ὑπεστήριξε τὰς θέσεις τῆς χώρας μας διὰ τὴν ἐλευθερίαν τῆς ναυσιπλοΐας. <box>8 935 207 1046</box>
article-body: ΜΑΔΡΙΤΗ, 6. (Ἡνωμ. Τύποι).— Μετὰ ἐννέα καὶ πλέον ἔτη ὁ στρατηγὸς Φράνκο θὰ ἐπιτρέψῃ τὴν συγκρότησιν πολιτικῶν συλλόγων, οἱ ὁποῖοι ὅμως δὲν θὰ ἔχουν τὸν χαρακτῆρα κομμάτων. Ἡ ἵδρυσις ἀντιπολιτευομένων κομμάτων ἐξακολουθεῖ νὰ ἀπαγορεύεται. <box>1179 188 1571 324</box>
article-suez-continued <box>988 1545 1169 2324</box>
column-right <box>1179 0 1571 2324</box>
headline: ΚΑΘΙΕΡΟΥΝΤΑΙ ΚΙΝΗΤΡΑ ΔΙΑ ΠΡΟΣΕΛΚΥΣΙΝ ΤΗΣ ΕΛΛΗΝΙΚΗΣ ΒΙΟΜΗΧΑΝΙΑΣ ΕΙΣ ΤΗΝ ΔΙΕΘΝΗ ΕΚΘΕΣΙΝ ΘΕΣΣΑΛΟΝΙΚΗΣ <box>14 1198 410 1244</box>
article-body: Μὲ ἰδιαιτέραν λαμπρότητα ἡ Θεσσαλονίκη θὰ ἑορτάσῃ σήμερον τὴν 150ὴν ἐπέτειον τῆς Ἑλληνικῆς Ἐπαναστάσεως τοῦ 1821. Ἡ πόλις εἶναι σημαιοστολισμένη καὶ θὰ γίνῃ δοξολογία εἰς τὸν Μητροπολιτικὸν ναὸν τοῦ Ἁγίου Γρηγορίου Παλαμᾶ, ἀκολούθως δὲ παρέλασις τῶν μαθητῶν καὶ τοῦ στρατοῦ. <box>804 1614 982 1713</box>
headline: Η ΓΚΑΝΑ ΑΝΕΓΝΩΡΙΣΕ ΤΟ ΝΕΟΝ ΚΑΘΕΣΤΩΣ ΤΗΣ ΟΥΓΚΑΝΤΑ <box>439 1396 594 1433</box>
subheading: ΑΙΩΝΙΟΣ ΣΥΝΑΓΕΡΜΟΣ <box>824 864 962 878</box>
article-body: ΤΕΛ ΑΒΙΒ, 6. (Ρόυτερ).— Ἡ κ. Γκόλντα Μέγιερ ἀπέρριψε τὴν πρότασιν τοῦ προέδρου τῆς Αἰγύπτου Σαντάτ περὶ ἐπαναλειτουργίας τῆς διώρυγος τοῦ Σουέζ, ὡς μετέδωσεν ἡ ἀμερικανικὴ τηλεόρασις. Ἡ Αἴγυπτος ἀπηύθυνε αὐστηρὰν προειδοποίησιν. ΚΑΙΡΟΝ, 6. (Ἡνωμ. Τύποι).— Ἡ κυβέρνησις τοῦ Καΐρου δηλώνει ὅτι ἡ ὑπομονή της ἐξαντλεῖται. <box>617 1324 794 1447</box>
article-body: ΛΙΣΣΑΒΩΝ, 6. (Ρόυτερ).— Ὁ ἀριθμὸς τῶν νεκρῶν ἐκ τοῦ κυκλῶνος ποὺ ἔπληξε τὴν Μοζαμβίκην ἀνῆλθεν εἰς 85. <box>426 1718 607 1754</box>
column-center <box>617 0 1169 2324</box>
subheading: ΕΝΤΟΣ ΤΕΣΣΑΡΩΝ ΜΗΝΩΝ <box>998 1662 1158 1675</box>
dek: Νέα προέλασις πρὸς Κομπὸγκ Τσὸμ <box>693 158 1093 181</box>
article-mozambique <box>426 1640 607 1802</box>
headline: ΠΑΡΕΛΥΣΑΝ ΕΙΣ ΣΟΥΗΔΙΑΝ ΛΟΓΩ ΑΠΕΡΓΙΑΣ ΑΙ ΣΙΔΗΡΟΔΡΟΜΙΚΑΙ ΣΥΓΚΟΙΝΩΝΙΑΙ ΤΗΣ ΧΩΡΑΣ <box>1208 2121 1542 2151</box>
dek: Ἂν ἀπορρίψουν τὰς προτάσεις τῶν χωρῶν τοῦ Περσικοῦ Κόλπου. Ὁμοφώνως ἐλήφθη ἡ ἀπόφασις.— <box>8 128 416 184</box>
headline: Η ΕΛΙΣΑΒΕΤ ΕΩΡΤΑΣΕ ΤΗΝ 19ην ΕΠΕΤΕΙΟΝ ΑΠΟ ΤΗΣ ΑΝΟΔΟΥ ΕΙΣ ΤΟΝ ΑΓΓΛΙΚΟΝ ΘΡΟΝΟΝ <box>1180 1760 1570 1791</box>
article-body: ΛΟΝΔΙΝΟΝ, 6. (Ἀσσ. Πρές).— Ἡ βασίλισσα Ἐλισάβετ ἑώρτασε σήμερον τὴν 19ην ἐπέτειον ἀπὸ τῆς ἀνόδου της εἰς τὸν ἀγγλικὸν θρόνον. Κανονιοβολισμοὶ ἐρρίφθησαν ἀπὸ τὸν Πύργον τοῦ Λονδίνου. <box>1380 1796 1571 1857</box>
article-expo <box>8 1198 416 1512</box>
dek: Ποία ἀκριβῶς θὰ εἶναι ἡ ἀποστολή των.— Ἀπαγορεύεται, ὅμως, ἡ ἵδρυσις ἀντιπολιτευομένων κομμάτων.— <box>1205 127 1544 183</box>
subheading: Ο ΠΑΥΤΑΣ ΕΙΣ ΚΥΠΡΟΝ <box>1204 1194 1344 1207</box>
subheading: ΜΗΝΥΜΑ ΤΟΥ ΦΑΟΥΖΙ <box>1010 1930 1146 1944</box>
subheading: ΕΠΕΙΣΟΔΙΑ ΕΙΣ ΙΟΡΔΑΝΙΑΝ <box>997 1796 1159 1810</box>
article-pakistan <box>617 2158 982 2324</box>
article-body: ΣΤΟΚΧΟΛΜΗ, 6. (Ἡνωμ. Τύποι).— Αἱ σιδηροδρομικαὶ συγκοινωνίαι τῆς Σουηδίας παρέλυσαν λόγῳ ἀπεργίας τῶν ὑπαλλήλων. Ἡ κυβέρνησις μελετᾷ τὴν λῆψιν μέτρων διὰ τὴν ἀντιμετώπισιν τῆς καταστάσεως. <box>1380 2155 1571 2217</box>
column-second <box>426 0 607 2324</box>
article-body: Εἰδικὸς διακανονισμὸς διὰ τὴν παροχὴν διευκολύνσεων εἰς τὰς ἑλληνικὰς βιομηχανίας ποὺ θὰ λάβουν μέρος εἰς τὴν προσεχῆ Διεθνῆ Ἔκθεσιν Θεσσαλονίκης. Αἱ ἐκθέτριαι ἐπιχειρήσεις θὰ τύχουν μειωμένων τιμῶν διὰ τὴν ἐνοικίασιν περιπτέρων καὶ θὰ ἀπολαύσουν εἰδικῶν φορολογικῶν ἀπαλλαγῶν. <box>8 1249 416 1384</box>
article-body: ΜΕΚΚΑ, 6. (Ἡ. Τύποι).— Ὁ βασιλεὺς Φεϋζὰλ τῆς Σαουδικῆς Ἀραβίας ἐτόνισεν ὅτι οἱ κομμουνισταὶ ἰθύνοντες φέρουν τὴν εὐθύνην διὰ τὴν ἐξάπλωσιν τοῦ σιωνισμοῦ εἰς τὴν Μέσην Ἀνατολήν. <box>804 2022 982 2084</box>
article-body: ΑΘΗΝΑΙ, 6.— Αἱ ἐξελίξεις εἶναι εὐνοϊκαὶ ἀπὸ τὴν ἐφαρμογὴν τοῦ θεσμοῦ τῶν δανείων πρὸς ἀγορὰν εἰδῶν διαρκείας, κατὰ τὰς δηλώσεις τοῦ διοικητοῦ τῆς Ἐθνικῆς Τραπέζης. Αἱ αἰτήσεις ηὐξήθησαν σημαντικῶς καὶ ἡ ἀγορὰ παρουσιάζει ζωηρὰν κίνησιν. <box>8 1570 207 1643</box>
article-body: Εἰδικὸς διακανονισμὸς διὰ τὴν παροχὴν διευκολύνσεων εἰς τὰς ἑλληνικὰς βιομηχανίας ποὺ θὰ λάβουν μέρος εἰς τὴν προσεχῆ Διεθνῆ Ἔκθεσιν Θεσσαλονίκης. Αἱ ἐκθέτριαι ἐπιχειρήσεις θὰ τύχουν μειωμένων τιμῶν διὰ τὴν ἐνοικίασιν περιπτέρων καὶ θὰ ἀπολαύσουν εἰδικῶν φορολογικῶν ἀπαλλαγῶν. <box>217 1285 416 1372</box>
article-body: ΑΘΗΝΑΙ, 6.— Αἱ ἐξελίξεις εἶναι εὐνοϊκαὶ ἀπὸ τὴν ἐφαρμογὴν τοῦ θεσμοῦ τῶν δανείων πρὸς ἀγορὰν εἰδῶν διαρκείας, κατὰ τὰς δηλώσεις τοῦ διοικητοῦ τῆς Ἐθνικῆς Τραπέζης. Αἱ αἰτήσεις ηὐξήθησαν σημαντικῶς καὶ ἡ ἀγορὰ παρουσιάζει ζωηρὰν κίνησιν. <box>217 1606 416 1680</box>
article-body: ΛΕΥΚΩΣΙΑ, 6. (Τοῦ ἀνταποκριτοῦ μας).— Συνεχῶς ἐντείνεται τὸ κῦμα τῶν ἀντιδράσεων εἰς τοὺς Τουρκοκυπρίους ἐναντίον τῆς ἡγεσίας των, ἡ ὁποία κατηγορεῖται ὅτι ἀκολουθεῖ πολιτικὴν ἀντίθετον πρὸς τὰ συμφέροντα τῆς κοινότητος. <box>1179 1115 1370 1189</box>
article-body: ΤΕΛ ΑΒΙΒ, 6. (Ρόυτερ).— Ἡ κ. Γκόλντα Μέγιερ ἀπέρριψε τὴν πρότασιν τοῦ προέδρου τῆς Αἰγύπτου Σαντάτ περὶ ἐπαναλειτουργίας τῆς διώρυγος τοῦ Σουέζ, ὡς μετέδωσεν ἡ ἀμερικανικὴ τηλεόρασις. Ἡ Αἴγυπτος ἀπηύθυνε αὐστηρὰν προειδοποίησιν. ΚΑΙΡΟΝ, 6. (Ἡνωμ. Τύποι).— Ἡ κυβέρνησις τοῦ Καΐρου δηλώνει ὅτι ἡ ὑπομονή της ἐξαντλεῖται. <box>988 1545 1169 1656</box>
headline: Η ΗΜΕΡΗΣΙΑ ΔΙΑΤΑΞΙΣ ΤΩΝ ΥΠΟΕΠΙΤΡΟΠΩΝ ΤΗΣ ΣΥΜΒΟΥΛΕΥΤΙΚΗΣ ΕΠΙΤΡΟΠΗΣ ΕΠΙ ΤΩΝ Ν.Δ. <box>30 1865 394 1895</box>
article-cyprus <box>1179 871 1571 1490</box>
article-body: ΤΟΣΚΑΝΙΑ, Ἰταλία, 6. (Ἀσσοσ. Πρές).— Ἰσχυρὸς σεισμὸς ἔπληξε τὴν περιοχὴν τῆς κεντρικῆς Ἰταλίας. Τέσσαρες ἄνθρωποι ἐφονεύθησαν καὶ ἑβδομήκοντα ἐτραυματίσθησαν. <box>426 518 607 580</box>
subheading: Η ΑΙΓΥΠΤΟΣ ΠΡΟΕΙΔΟΠΟΙΕΙ <box>809 1323 977 1336</box>
article-body: ΛΕΥΚΩΣΙΑ, 6. (Τοῦ ἀνταποκριτοῦ μας).— Συνεχῶς ἐντείνεται τὸ κῦμα τῶν ἀντιδράσεων εἰς τοὺς Τουρκοκυπρίους ἐναντίον τῆς ἡγεσίας των, ἡ ὁποία κατηγορεῖται ὅτι ἀκολουθεῖ πολιτικὴν ἀντίθετον πρὸς τὰ συμφέροντα τῆς κοινότητος. <box>1380 1128 1571 1201</box>
article-body: Ἐκ τοῦ κέντρου ταχυρρύθμου ἐκπαιδεύσεως ἀπεφοίτησαν οἱ κάτωθι ἐγκαταστάται ἠλεκτρολόγοι καὶ κτίσται οἱ ὁποῖοι θὰ λάβουν τὰ πτυχία των. ΗΛΕΚΤΡΟΛΟΓΟΙ ΕΓΚΑΤΑΣΤΑΤΑΙ: Ἀθανασιάδης Ι., Βασιλείου Π., Γεωργίου Κ. ΚΤΙΣΤΑΙ: Δημητρίου Α., Εὐαγγέλου Σ., Ζαχαρίου Ν. <box>8 2127 207 2213</box>
article-laos <box>617 43 1169 785</box>
article-body: ΠΕΙΡΑΙΕΥΣ, 6.— Τὸ φορτηγὸν «Φαίδρα» 1600 τόννων, πλοιοκτησίας Κουκουλάκη καὶ Σίας, ἐξέπεμψε σῆμα κινδύνου εἰς τὴν περιοχὴν τῆς Ἀλεξανδρείας. Τὸ πλοῖον πλέει ἀκυβέρνητον μετὰ ἀπὸ ἔκρηξιν ποὺ σημειώθη εἰς τὸ μηχανοστάσιον. Εἰς τὴν περιοχὴν κατευθύνονται δύο πλοῖα διὰ νὰ προσφέρουν βοήθειαν. <box>426 280 607 378</box>
article-body: ΝΤΑΚΑΡ, 6. (Ρόυτερ).— Ὁ Γάλλος πρόεδρος κ. Ζὼρζ Πομπιντοὺ ἀφίκετο εἰς Νταχὰρ ὅπου θὰ ἀρχίσῃ σήμερον συνομιλίας μετὰ τοῦ προέδρου τῆς Σενεγάλης κ. Λεοπὸλντ Σεντὰρ Σενγκόρ. <box>1179 1531 1571 1629</box>
subheading: ΜΑΙΝΟΝΤΑΙ ΑΙ ΜΑΧΑΙ <box>827 185 959 198</box>
article-body: ΣΕΟΥΛ, 6. (Ρόυτερ).— Κατόπιν διαπραγματεύσεων ἡ κυβέρνησις τῆς Νοτίου Κορέας συνεφώνησεν εἰς τὴν ἀποχώρησιν μέρους τῶν ἀμερικανικῶν στρατευμάτων. <box>426 1313 607 1374</box>
headline: ΕΚΤΑΚΤΑ ΜΕΤΡΑ ΕΙΣ ΒΟΡ. ΒΙΕΤΝΑΜ <box>617 792 1169 829</box>
article-body: ΜΕΚΚΑ, 6. (Ἡ. Τύποι).— Ὁ βασιλεὺς Φεϋζὰλ τῆς Σαουδικῆς Ἀραβίας ἐτόνισεν ὅτι οἱ κομμουνισταὶ ἰθύνοντες φέρουν τὴν εὐθύνην διὰ τὴν ἐξάπλωσιν τοῦ σιωνισμοῦ εἰς τὴν Μέσην Ἀνατολήν. <box>617 2022 794 2084</box>
article-body: ΜΑΔΡΙΤΗ, 6. (Ἡνωμ. Τύποι).— Μετὰ ἐννέα καὶ πλέον ἔτη ὁ στρατηγὸς Φράνκο θὰ ἐπιτρέψῃ τὴν συγκρότησιν πολιτικῶν συλλόγων, οἱ ὁποῖοι ὅμως δὲν θὰ ἔχουν τὸν χαρακτῆρα κομμάτων. Ἡ ἵδρυσις ἀντιπολιτευομένων κομμάτων ἐξακολουθεῖ νὰ ἀπαγορεύεται. <box>1179 188 1370 275</box>
subheading: ΚΑΙ ΤΡΕΙΣ ΤΡΑΥΜΑΤΙΑΙ ΕΞΩ ΤΗΣ ΕΔΕΣΣΗΣ <box>40 488 383 506</box>
headline: Η ΠΡΩΤΗ ΓΥΝΑΙΚΑ ΣΤΑΘΜΑΡΧΗΣ ΕΙΣ ΤΗΝ ΙΤΑΛΙΑΝ <box>447 1995 585 2032</box>
article-suez <box>617 1171 1169 1538</box>
headline: ΣΥΝΕΧΩΣ ΕΝΤΕΙΝΕΤΑΙ ΕΙΣ ΤΗΝ ΚΥΠΡΟΝ ΤΟ ΚΥΜΑ ΤΩΝ ΑΝΤΙΔΡΑΣΕΩΝ ΕΝΑΝΤΙΟΝ ΤΗΣ ΤΟΥΡΚΟΚΥΠΡΙΑΚΗΣ ΗΓΕΣΙΑΣ <box>1191 871 1559 917</box>
subheading: ΔΥΟ ΝΕΚΡΟΙ ΕΙΣ ΞΑΝΘΗΝ <box>240 564 393 578</box>
headline: 85 ΟΙ ΝΕΚΡΟΙ ΕΚ ΤΟΥ ΚΥΚΛΩΝΟΣ ΕΙΣ ΜΟΖΑΜΒΙΚΗΝ <box>451 1640 582 1677</box>
article-body: ΒΗΡΥΤΟΣ, 6. (Ρόυτερ).— Ὁ ὀργανισμὸς τῶν ἐξαγωγῶν πετρελαίου χωρῶν ἀπεφάσισε διακοπὴν τῶν ἀνεφοδιασμῶν τῶν ἑταιρειῶν πετρελαίου, αἱ ὁποῖαι ἀρνοῦνται νὰ ἀποδεχθοῦν τὰς προτάσεις τῶν χωρῶν τοῦ Περσικοῦ Κόλπου διὰ τὴν αὔξησιν τῶν τιμῶν τοῦ πετρελαίου, κατὰ τὰς δηλώσεις ἐκπροσώπου τοῦ ὀργανισμοῦ. Ἡ ἀπόφασις ἐλήφθη ὁμοφώνως κατὰ τὴν χθεσινὴν συνεδρίασιν. ΑΛΓΕΡΙΟΝ, 6. (Ἀνταπόκρισις).— Ἡ Ἀλγερία ἀνεκοίνωσεν ὅτι δὲν προτίθεται νὰ ὑποχωρήσῃ εἰς τὰς πιέσεις τῶν ἑταιρειῶν. <box>8 189 207 338</box>
article-body: ΣΑΙΓΚΟΝ, 6. (Ρόυτερ).— Καθ' ἃς πληροφορίας συγκεντρώνει ἡ ἐπικεφαλῆς τῆς μεγάλης ἀμερικανικῆς ἐπιχειρήσεως, ἡ εἰσβολὴ εἰς τὸ Νότιον Λάος θὰ θέσῃ εἰς κίνδυνον τὴν εἰρήνην εἰς τὴν Ἀσίαν. Αἱ δυνάμεις τοῦ Νοτίου Βιετνὰμ προελαύνουν πρὸς τὰ σύνορα. ΠΝΟΜ ΠΕΝΧ, 6. (Ἡνωμ. Τύποι).— Αἱ μάχαι μαίνονται εἰς Καμπότζην. Τὰ στρατεύματα τῆς κυβερνήσεως ἐξαπέλυσαν νέαν ἐπίθεσιν πρὸς τὸ Κομπὸγκ Τσὸμ. ΤΟΚΙΟ, 6. (Ἀσσοσ. Πρές).— Τὸ Πεκῖνον κατηγόρησε τὰς Ἡνωμένας Πολιτείας ὅτι ἐπιδιώκουν τὴν ἐπέκτασιν τοῦ πολέμου. <box>617 186 794 372</box>
article-body: ΛΟΝΔΙΝΟΝ, 6. (Ἀσσ. Πρές).— Ἡ βασίλισσα Ἐλισάβετ ἑώρτασε σήμερον τὴν 19ην ἐπέτειον ἀπὸ τῆς ἀνόδου της εἰς τὸν ἀγγλικὸν θρόνον. Κανονιοβολισμοὶ ἐρρίφθησαν ἀπὸ τὸν Πύργον τοῦ Λονδίνου. <box>1380 1857 1571 1919</box>
article-body: ΑΘΗΝΑΙ, 6.— Οἱ δύο ἀπεσταλμένοι τῆς Ἐπιτροπῆς Ἐξωτερικῶν Ὑποθέσεων τῆς Γερουσίας τῶν Ἡνωμένων Πολιτειῶν συνεχίζουν τὰς ἐπαφάς των εἰς τὰς Ἀθήνας, ἐνδιαφερόμενοι νὰ ἀποκτήσουν ἀντικειμενικὴν εἰκόνα τῆς καταστάσεως. <box>1179 525 1370 598</box>
article-body: Εἰδικὸς διακανονισμὸς διὰ τὴν παροχὴν διευκολύνσεων εἰς τὰς ἑλληνικὰς βιομηχανίας ποὺ θὰ λάβουν μέρος εἰς τὴν προσεχῆ Διεθνῆ Ἔκθεσιν Θεσσαλονίκης. Αἱ ἐκθέτριαι ἐπιχειρήσεις θὰ τύχουν μειωμένων τιμῶν διὰ τὴν ἐνοικίασιν περιπτέρων καὶ θὰ ἀπολαύσουν εἰδικῶν φορολογικῶν ἀπαλλαγῶν. <box>8 1249 207 1334</box>
article-body: ΛΟΝΔΙΝΟΝ, 6. (Ἡνωμ. Τύποι).— Ἔληξεν ἡ ἀπεργία τῶν ὁδηγῶν βυτιοφόρων μετὰ ἀπὸ συμφωνίαν διὰ τὴν αὔξησιν τῶν ἡμερομισθίων. <box>426 1899 607 1948</box>
article-castro <box>426 2170 607 2324</box>
headline: ΤΡΑΓΙΚΟΣ ΘΑΝΑΤΟΣ ΡΩΣΣΟΥ ΠΙΛΟΤΟΥ ΔΟΚΙΜΑΣΤΟΥ ΑΕΡΙΩΘΟΥΜΕΝΩΝ <box>428 670 605 708</box>
subheading: ΓΑΛΛΟΙ ΒΟΥΛΕΥΤΑΙ <box>1215 1000 1334 1014</box>
article-body: ΑΘΗΝΑΙ, 6.— Οἱ δύο ἀπεσταλμένοι τῆς Ἐπιτροπῆς Ἐξωτερικῶν Ὑποθέσεων τῆς Γερουσίας τῶν Ἡνωμένων Πολιτειῶν συνεχίζουν τὰς ἐπαφάς των εἰς τὰς Ἀθήνας, ἐνδιαφερόμενοι νὰ ἀποκτήσουν ἀντικειμενικὴν εἰκόνα τῆς καταστάσεως. <box>1179 599 1370 673</box>
article-pompidou <box>1179 1496 1571 1754</box>
article-body: ΒΙΕΝΤΙΑΝΕ, 6. (Ἡν. Τύποι).— Ὑπὸ τῶν ἀρχῶν τοῦ Βορείου Βιετνὰμ ἐλήφθησαν ἔκτακτα μέτρα ἐνόψει τῶν ἐξελίξεων εἰς τὸ Λάος. Ὁ πληθυσμὸς καλεῖται νὰ παραμείνῃ ἐν ἐπιφυλακῇ. <box>804 881 982 943</box>
article-ghana <box>426 1396 607 1632</box>
article-faisal <box>617 1975 982 2153</box>
column-left <box>8 0 416 2324</box>
article-body: ΣΑΙΓΚΟΝ, 6. (Ρόυτερ).— Καθ' ἃς πληροφορίας συγκεντρώνει ἡ ἐπικεφαλῆς τῆς μεγάλης ἀμερικανικῆς ἐπιχειρήσεως, ἡ εἰσβολὴ εἰς τὸ Νότιον Λάος θὰ θέσῃ εἰς κίνδυνον τὴν εἰρήνην εἰς τὴν Ἀσίαν. Αἱ δυνάμεις τοῦ Νοτίου Βιετνὰμ προελαύνουν πρὸς τὰ σύνορα. ΠΝΟΜ ΠΕΝΧ, 6. (Ἡνωμ. Τύποι).— Αἱ μάχαι μαίνονται εἰς Καμπότζην. Τὰ στρατεύματα τῆς κυβερνήσεως ἐξαπέλυσαν νέαν ἐπίθεσιν πρὸς τὸ Κομπὸγκ Τσὸμ. ΤΟΚΙΟ, 6. (Ἀσσοσ. Πρές).— Τὸ Πεκῖνον κατηγόρησε τὰς Ἡνωμένας Πολιτείας ὅτι ἐπιδιώκουν τὴν ἐπέκτασιν τοῦ πολέμου. <box>992 388 1169 574</box>
headline: Ο ΚΑΣΤΡΟ ΘΑ ΜΕΤΑΒΗ ΕΙΣ ΤΗΝ ΧΙΛΗΝ <box>436 2170 597 2196</box>
article-body: Μὲ ἰδιαιτέραν λαμπρότητα ἡ Θεσσαλονίκη θὰ ἑορτάσῃ σήμερον τὴν 150ὴν ἐπέτειον τῆς Ἑλληνικῆς Ἐπαναστάσεως τοῦ 1821. Ἡ πόλις εἶναι σημαιοστολισμένη καὶ θὰ γίνῃ δοξολογία εἰς τὸν Μητροπολιτικὸν ναὸν τοῦ Ἁγίου Γρηγορίου Παλαμᾶ, ἀκολούθως δὲ παρέλασις τῶν μαθητῶν καὶ τοῦ στρατοῦ. <box>804 1713 982 1811</box>
article-body: ΑΚΚΡΑ, 6. (Ρόυτερ).— Ἡ Γκάνα ἀνεγνώρισε ἐπισήμως τὸ νέον καθεστὼς τῆς Οὐγκάντα, τὸ ὁποῖον ἀνέλαβε τὴν ἐξουσίαν μετὰ τὸ πραξικόπημα. <box>426 1436 607 1485</box>
article-body: ΣΕΟΥΛ, 6. (Ρόυτερ).— Κατόπιν διαπραγματεύσεων ἡ κυβέρνησις τῆς Νοτίου Κορέας συνεφώνησεν εἰς τὴν ἀποχώρησιν μέρους τῶν ἀμερικανικῶν στρατευμάτων. <box>426 1251 607 1312</box>
article-sweden <box>1179 2121 1571 2324</box>
article-body: ΣΤΟΚΧΟΛΜΗ, 6. (Ἡνωμ. Τύποι).— Αἱ σιδηροδρομικαὶ συγκοινωνίαι τῆς Σουηδίας παρέλυσαν λόγῳ ἀπεργίας τῶν ὑπαλλήλων. Ἡ κυβέρνησις μελετᾷ τὴν λῆψιν μέτρων διὰ τὴν ἀντιμετώπισιν τῆς καταστάσεως. <box>1179 2155 1370 2217</box>
headline: Ο ΠΟΜΠΙΝΤΟΥ ΑΡΧΙΖΕΙ ΣΗΜΕΡΟΝ ΕΙΣ ΤΗΝ ΝΤΑΚΑΡ ΣΥΝΟΜΙΛΙΑΣ ΜΕΤΑ ΤΟΥ ΠΡΟΕΔΡΟΥ ΤΗΣ ΣΕΝΕΓΑΛΗΣ <box>1187 1496 1563 1526</box>
article-body: ΜΟΣΧΑ, 6. (Ρόυτερ).— Ὁ διάσημος Ρῶσσος πιλότος δοκιμαστὴς ἀεριωθουμένων ἐφονεύθη κατὰ τὴν διάρκειαν δοκιμαστικῆς πτήσεως νέου τύπου ἀεροσκάφους. Ἡ κηδεία του θὰ γίνῃ δημοσίᾳ δαπάνῃ. <box>426 786 607 859</box>
headline: Σχεδιάζεται ἡ διακοπὴ τοῦ ἀνεφοδιασμοῦ τῶν ἑταιρειῶν πετρελαίου <box>11 40 413 127</box>
